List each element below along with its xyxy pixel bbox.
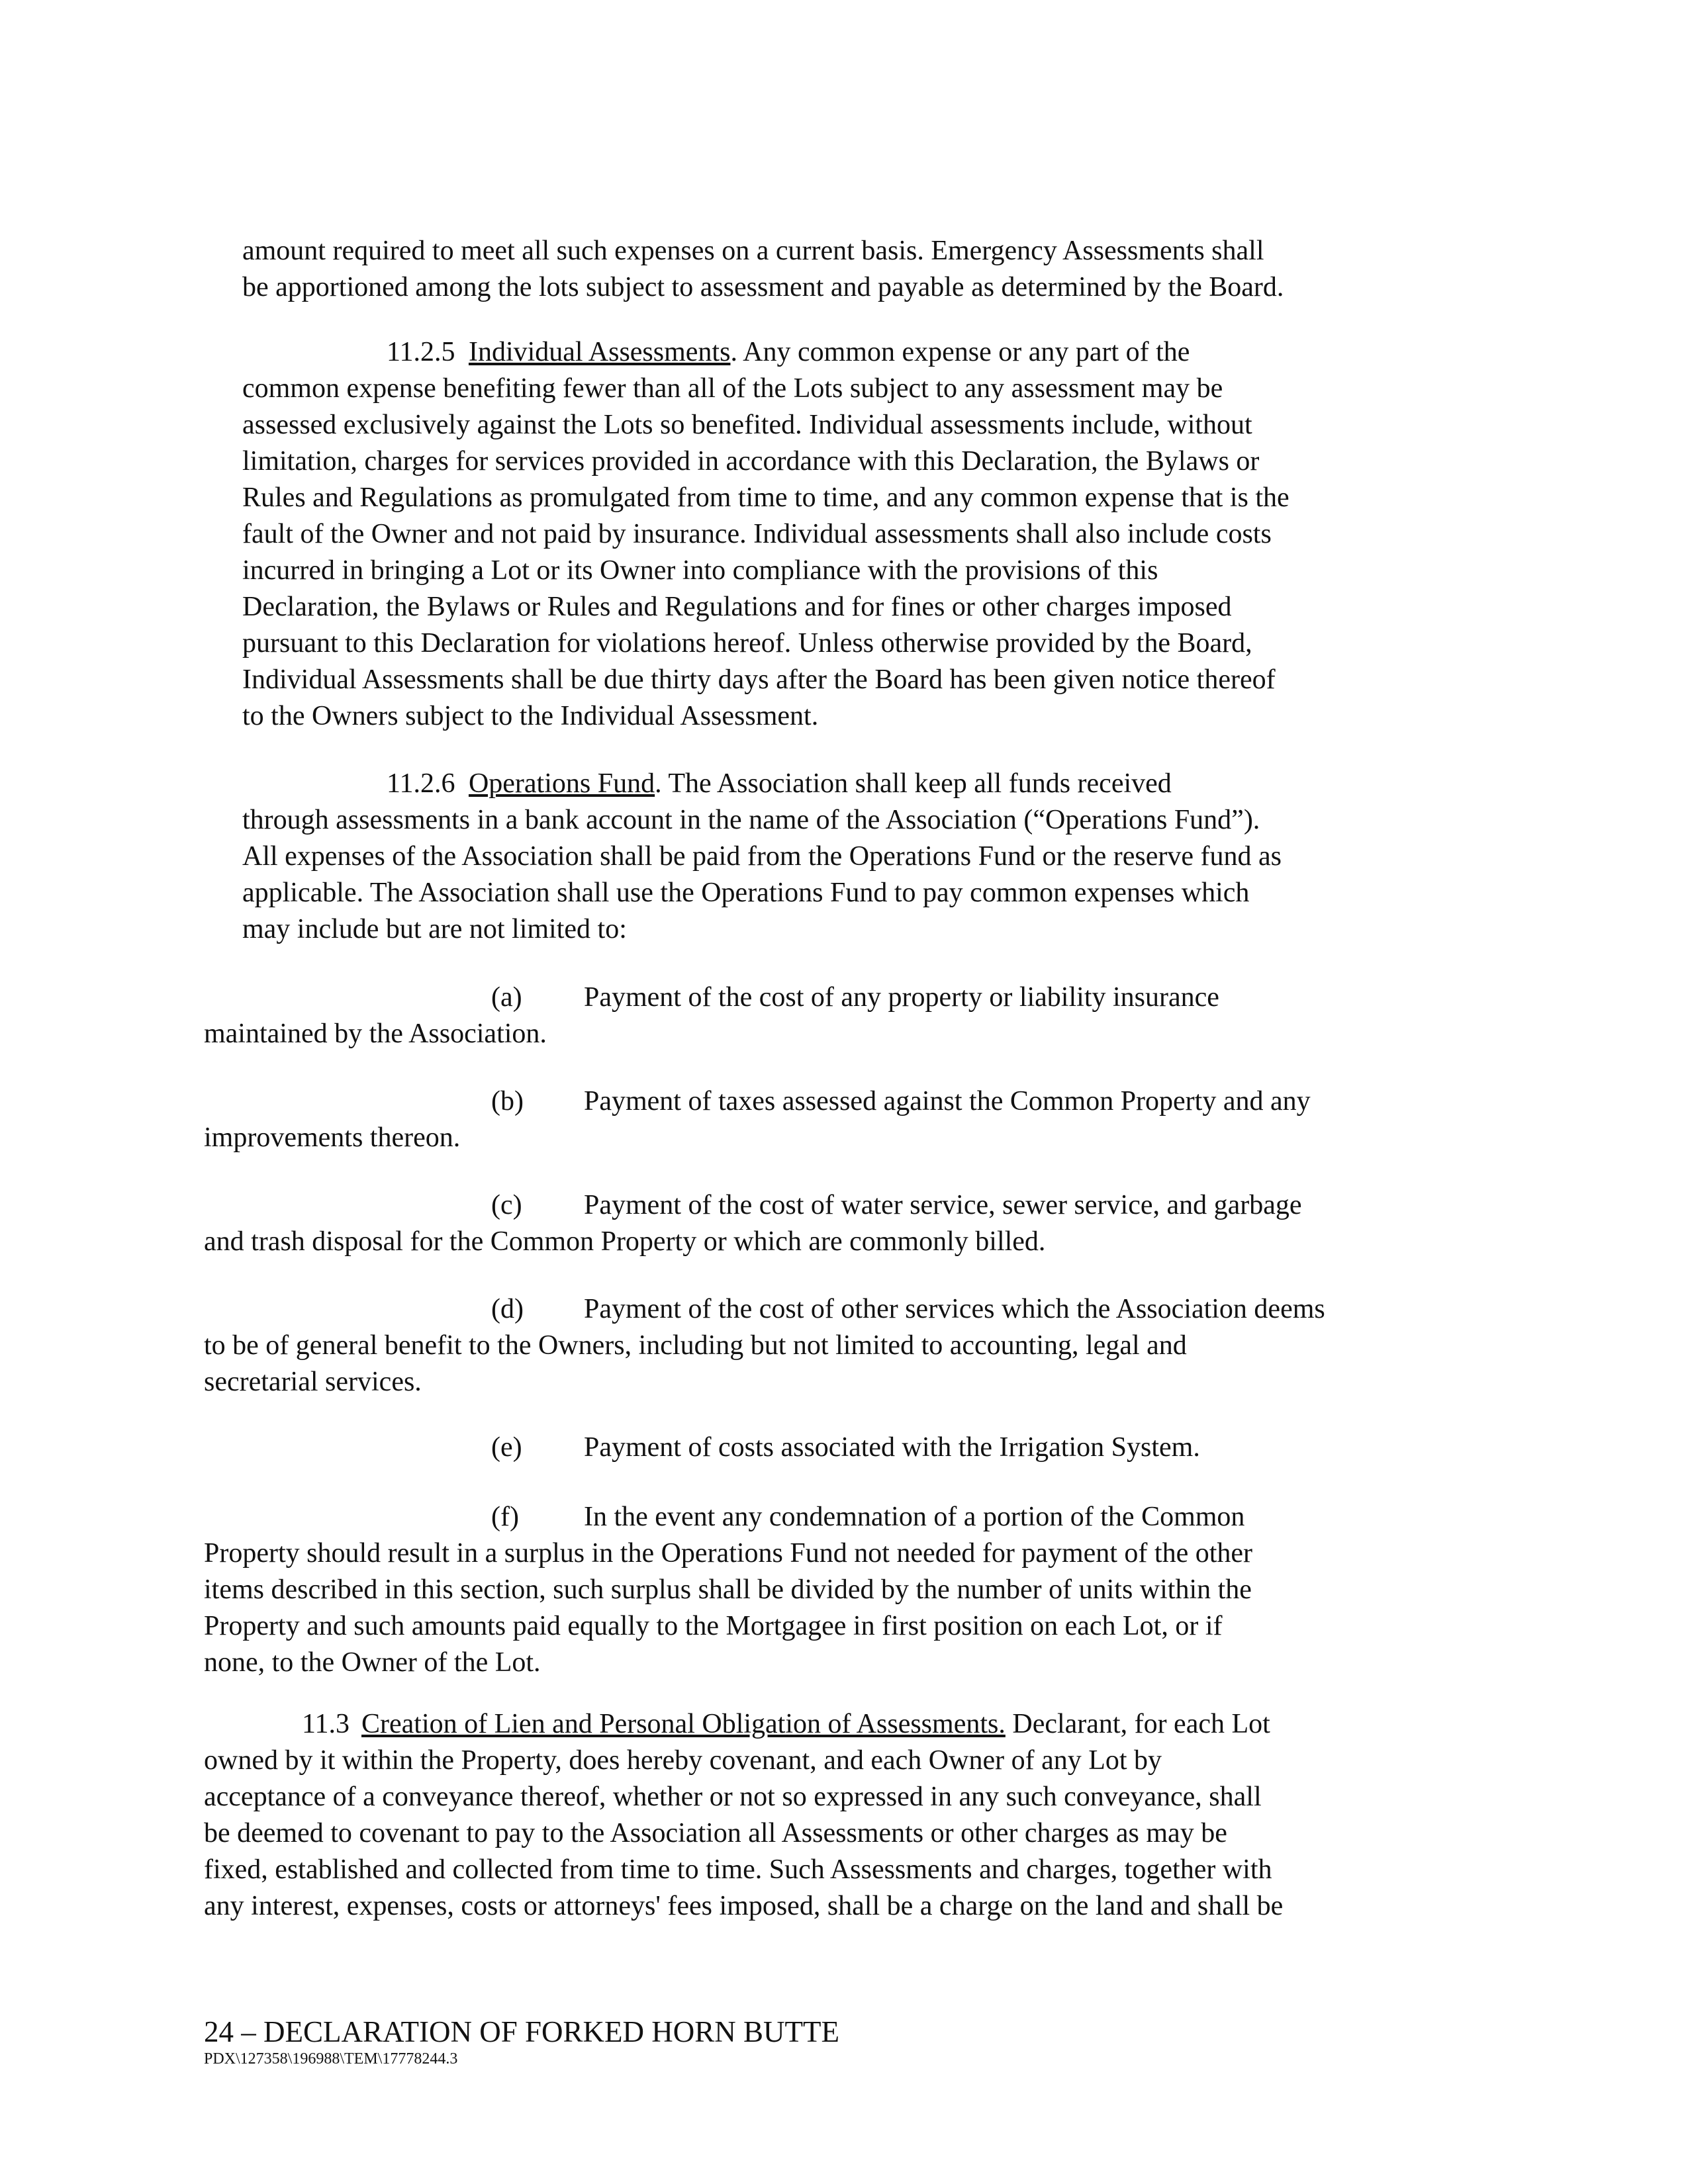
list-item: (b) Payment of taxes assessed against the Common Property and any improvements thereon.: [204, 1083, 1311, 1156]
section-11-2-6: 11.2.6 Operations Fund. The Association shall keep all funds received through assessments in a bank account in the name of the Association (“Operations Fund”). All expenses of the Association shall be paid from the Operations Fund or the reserve fund as applicable. The Association shall use the Operations Fund to pay common expenses which may include but are not limited to:: [242, 768, 1282, 944]
section-11-3: 11.3 Creation of Lien and Personal Obligation of Assessments. Declarant, for each Lot owned by it within the Property, does hereby covenant, and each Owner of any Lot by acceptance of a conveyance thereof, whether or not so expressed in any such conveyance, shall be deemed to covenant to pay to the Association all Assessments or other charges as may be fixed, established and collected from time to time. Such Assessments and charges, together with any interest, expenses, costs or attorneys' fees imposed, shall be a charge on the land and shall be: [204, 1706, 1283, 1925]
item-label: (e): [491, 1432, 522, 1463]
section-number: 11.3: [302, 1709, 350, 1739]
section-heading: Individual Assessments: [468, 337, 731, 367]
footer-title: 24 – DECLARATION OF FORKED HORN BUTTE: [204, 2015, 840, 2048]
item-label: (a): [491, 982, 522, 1013]
list-item: (c) Payment of the cost of water service, sewer service, and garbage and trash disposal for the Common Property or which are commonly billed.: [204, 1187, 1302, 1260]
list-item: (f) In the event any condemnation of a portion of the Common Property should result in a surplus in the Operations Fund not needed for payment of the other items described in this section, such surplus shall be divided by the number of units within the Property and such amounts paid equally to the Mortgagee in first position on each Lot, or if none, to the Owner of the Lot.: [204, 1499, 1252, 1681]
section-heading: Creation of Lien and Personal Obligation of Assessments.: [361, 1709, 1006, 1739]
section-heading: Operations Fund: [468, 768, 655, 799]
paragraph-continuation: amount required to meet all such expenses on a current basis. Emergency Assessments shall be apportioned among the lots subject to assessment and payable as determined by the Board.: [242, 236, 1284, 302]
section-number: 11.2.6: [387, 768, 455, 799]
section-11-2-5: 11.2.5 Individual Assessments. Any common expense or any part of the common expense benefiting fewer than all of the Lots subject to any assessment may be assessed exclusively against the Lots so benefited. Individual assessments include, without limitation, charges for services provided in accordance with this Declaration, the Bylaws or Rules and Regulations as promulgated from time to time, and any common expense that is the fault of the Owner and not paid by insurance. Individual assessments shall also include costs incurred in bringing a Lot or its Owner into compliance with the provisions of this Declaration, the Bylaws or Rules and Regulations and for fines or other charges imposed pursuant to this Declaration for violations hereof. Unless otherwise provided by the Board, Individual Assessments shall be due thirty days after the Board has been given notice thereof to the Owners subject to the Individual Assessment.: [242, 337, 1289, 731]
item-label: (f): [491, 1502, 519, 1532]
section-number: 11.2.5: [387, 337, 455, 367]
list-item: (a) Payment of the cost of any property or liability insurance maintained by the Association.: [204, 979, 1219, 1052]
item-label: (c): [491, 1190, 522, 1220]
footer-document-code: PDX\127358\196988\TEM\17778244.3: [204, 2050, 458, 2068]
item-label: (b): [491, 1086, 524, 1116]
item-label: (d): [491, 1294, 524, 1324]
list-item: (e) Payment of costs associated with the Irrigation System.: [204, 1430, 1200, 1466]
list-item: (d) Payment of the cost of other services which the Association deems to be of general benefit to the Owners, including but not limited to accounting, legal and secretarial services.: [204, 1291, 1325, 1400]
